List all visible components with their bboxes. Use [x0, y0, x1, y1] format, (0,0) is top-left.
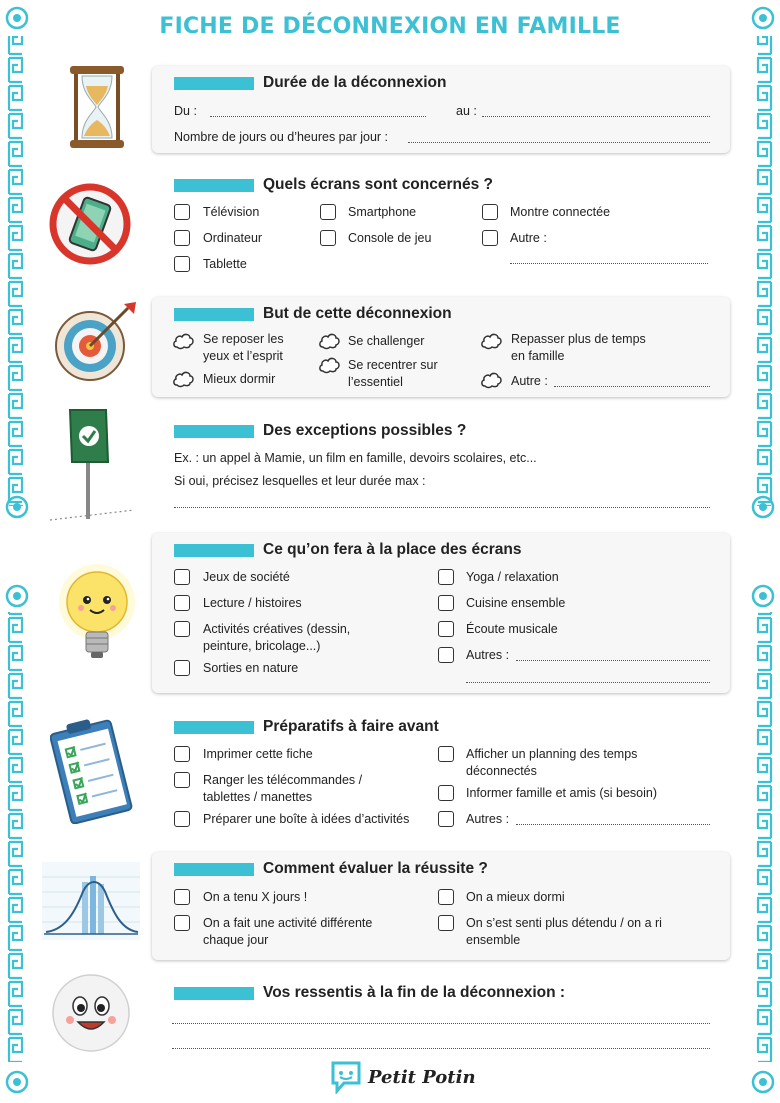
check-sign-icon	[48, 406, 136, 526]
section-title-exceptions: Des exceptions possibles ?	[263, 422, 467, 439]
checkbox-autre-ecran[interactable]	[482, 230, 498, 246]
option-television: Télévision	[203, 205, 260, 219]
option-ordinateur: Ordinateur	[203, 231, 263, 245]
option-ranger-line2: tablettes / manettes	[203, 790, 313, 804]
option-recentrer-line2: l’essentiel	[348, 375, 403, 389]
right-border-pattern	[750, 0, 780, 1103]
option-detendu-line1: On s’est senti plus détendu / on a ri	[466, 916, 662, 930]
no-phone-icon	[48, 182, 132, 266]
card-but	[152, 297, 730, 397]
checkbox-yoga[interactable]	[438, 569, 454, 585]
checkbox-activite-differente[interactable]	[174, 915, 190, 931]
input-jours[interactable]	[408, 142, 710, 143]
card-place	[152, 533, 730, 693]
checkbox-jeux[interactable]	[174, 569, 190, 585]
label-au: au :	[456, 104, 477, 118]
input-ressentis-1[interactable]	[172, 1023, 710, 1024]
bell-curve-chart-icon	[42, 862, 140, 940]
option-tenu-jours: On a tenu X jours !	[203, 890, 308, 904]
card-ecrans	[152, 168, 730, 283]
input-autre-but[interactable]	[554, 386, 710, 387]
option-imprimer: Imprimer cette fiche	[203, 747, 313, 761]
checkbox-detendu[interactable]	[438, 915, 454, 931]
cloud-checkbox-recentrer[interactable]	[318, 356, 340, 374]
checkbox-musique[interactable]	[438, 621, 454, 637]
cloud-checkbox-autre-but[interactable]	[480, 371, 502, 389]
section-title-duree: Durée de la déconnexion	[263, 74, 447, 91]
label-du: Du :	[174, 104, 197, 118]
checkbox-nature[interactable]	[174, 660, 190, 676]
section-bar	[174, 721, 254, 734]
section-title-preparatifs: Préparatifs à faire avant	[263, 718, 439, 735]
section-bar	[174, 863, 254, 876]
cloud-checkbox-reposer[interactable]	[172, 332, 194, 350]
chat-bubble-logo-icon	[330, 1060, 362, 1094]
card-evaluer	[152, 852, 730, 960]
card-preparatifs	[152, 710, 730, 840]
option-recentrer-line1: Se recentrer sur	[348, 358, 438, 372]
option-challenger: Se challenger	[348, 334, 425, 348]
checkbox-mieux-dormi[interactable]	[438, 889, 454, 905]
option-autre-but: Autre :	[511, 374, 548, 388]
input-autre-ecran[interactable]	[510, 263, 708, 264]
checkbox-cuisine[interactable]	[438, 595, 454, 611]
checkbox-boite-idees[interactable]	[174, 811, 190, 827]
option-ranger-line1: Ranger les télécommandes /	[203, 773, 363, 787]
section-title-ecrans: Quels écrans sont concernés ?	[263, 176, 494, 193]
exceptions-example: Ex. : un appel à Mamie, un film en famille, devoirs scolaires, etc...	[174, 451, 537, 465]
option-informer: Informer famille et amis (si besoin)	[466, 786, 658, 800]
checkbox-autres-prep[interactable]	[438, 811, 454, 827]
section-bar	[174, 77, 254, 90]
checkbox-autres-place[interactable]	[438, 647, 454, 663]
input-du[interactable]	[210, 116, 426, 117]
hourglass-icon	[62, 64, 132, 150]
option-activite-line2: chaque jour	[203, 933, 269, 947]
checkbox-lecture[interactable]	[174, 595, 190, 611]
label-jours: Nombre de jours ou d’heures par jour :	[174, 130, 389, 144]
section-title-evaluer: Comment évaluer la réussite ?	[263, 860, 488, 877]
section-bar	[174, 544, 254, 557]
checkbox-console[interactable]	[320, 230, 336, 246]
option-activite-line1: On a fait une activité différente	[203, 916, 373, 930]
section-bar	[174, 987, 254, 1000]
option-cuisine: Cuisine ensemble	[466, 596, 566, 610]
page-title: FICHE DE DÉCONNEXION EN FAMILLE	[159, 14, 621, 39]
option-creatives-line1: Activités créatives (dessin,	[203, 622, 351, 636]
left-border-pattern	[0, 0, 30, 1103]
option-console: Console de jeu	[348, 231, 432, 245]
option-reposer-line1: Se reposer les	[203, 332, 284, 346]
lightbulb-icon	[52, 562, 142, 664]
checkbox-ranger[interactable]	[174, 772, 190, 788]
option-planning-line1: Afficher un planning des temps	[466, 747, 638, 761]
input-autres-prep[interactable]	[516, 824, 710, 825]
option-famille-line1: Repasser plus de temps	[511, 332, 646, 346]
card-ressentis	[152, 976, 730, 1056]
checkbox-imprimer[interactable]	[174, 746, 190, 762]
checkbox-ordinateur[interactable]	[174, 230, 190, 246]
checkbox-smartphone[interactable]	[320, 204, 336, 220]
option-reposer-line2: yeux et l’esprit	[203, 349, 283, 363]
card-exceptions	[152, 414, 730, 524]
cloud-checkbox-challenger[interactable]	[318, 332, 340, 350]
option-famille-line2: en famille	[511, 349, 565, 363]
section-bar	[174, 308, 254, 321]
section-title-but: But de cette déconnexion	[263, 305, 452, 322]
option-autres-prep: Autres :	[466, 812, 510, 826]
input-autres-place-2[interactable]	[466, 682, 710, 683]
option-jeux: Jeux de société	[203, 570, 290, 584]
option-tablette: Tablette	[203, 257, 247, 271]
section-title-place: Ce qu’on fera à la place des écrans	[263, 541, 522, 558]
option-musique: Écoute musicale	[466, 622, 558, 636]
checkbox-creatives[interactable]	[174, 621, 190, 637]
checkbox-montre[interactable]	[482, 204, 498, 220]
cloud-checkbox-dormir[interactable]	[172, 370, 194, 388]
option-detendu-line2: ensemble	[466, 933, 521, 947]
brand-name: Petit Potin	[368, 1066, 476, 1088]
option-nature: Sorties en nature	[203, 661, 299, 675]
cloud-checkbox-famille[interactable]	[480, 332, 502, 350]
exceptions-prompt: Si oui, précisez lesquelles et leur durée max :	[174, 474, 426, 488]
option-boite-idees: Préparer une boîte à idées d’activités	[203, 812, 410, 826]
checkbox-television[interactable]	[174, 204, 190, 220]
target-icon	[52, 300, 138, 386]
option-autre-ecran: Autre :	[510, 231, 547, 245]
clipboard-icon	[50, 716, 136, 824]
checkbox-tablette[interactable]	[174, 256, 190, 272]
section-bar	[174, 425, 254, 438]
section-bar	[174, 179, 254, 192]
checkbox-informer[interactable]	[438, 785, 454, 801]
option-planning-line2: déconnectés	[466, 764, 537, 778]
option-autres-place: Autres :	[466, 648, 510, 662]
checkbox-tenu-jours[interactable]	[174, 889, 190, 905]
option-creatives-line2: peinture, bricolage...)	[203, 639, 321, 653]
card-duree	[152, 66, 730, 153]
input-au[interactable]	[482, 116, 710, 117]
option-yoga: Yoga / relaxation	[466, 570, 559, 584]
section-title-ressentis: Vos ressentis à la fin de la déconnexion :	[263, 984, 566, 1001]
checkbox-planning[interactable]	[438, 746, 454, 762]
option-smartphone: Smartphone	[348, 205, 417, 219]
option-dormir: Mieux dormir	[203, 372, 276, 386]
option-montre: Montre connectée	[510, 205, 611, 219]
input-autres-place-1[interactable]	[516, 660, 710, 661]
option-mieux-dormi: On a mieux dormi	[466, 890, 565, 904]
option-lecture: Lecture / histoires	[203, 596, 302, 610]
brand-logo	[330, 1060, 476, 1094]
input-ressentis-2[interactable]	[172, 1048, 710, 1049]
smiley-face-icon	[50, 972, 132, 1054]
input-exceptions[interactable]	[174, 507, 710, 508]
